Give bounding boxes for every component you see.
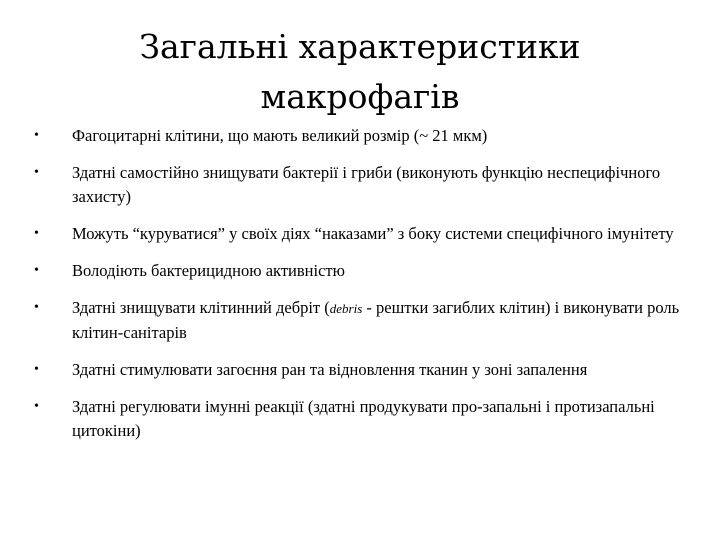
bullet-item-destroy-bacteria	[34, 161, 684, 209]
bullet-text: Здатні стимулювати загоєння ран та відновлення тканин у зоні запалення	[72, 360, 588, 379]
title-line-1: Загальні характеристики	[139, 27, 581, 66]
bullet-text: Володіють бактерицидною активністю	[72, 261, 345, 280]
bullet-dot-icon: •	[34, 165, 39, 180]
bullet-dot-icon: •	[34, 300, 39, 315]
bullet-item-debris	[34, 296, 684, 345]
bullet-item-immune-regulation	[34, 395, 684, 443]
bullet-dot-icon: •	[34, 263, 39, 278]
bullet-dot-icon: •	[34, 399, 39, 414]
bullet-text-emphasis: debris	[329, 301, 363, 316]
bullet-item-large-size	[34, 124, 684, 148]
bullet-item-controlled-by-immunity	[34, 222, 684, 246]
bullet-text: Здатні регулювати імунні реакції (здатні продукувати про-запальні і протизапальні цитокіни)	[72, 397, 655, 440]
bullet-list	[34, 124, 684, 456]
bullet-dot-icon: •	[34, 226, 39, 241]
bullet-dot-icon: •	[34, 128, 39, 143]
bullet-text-pre: Здатні знищувати клітинний дебріт (	[72, 298, 330, 317]
slide-title	[60, 22, 660, 122]
bullet-item-wound-healing	[34, 358, 684, 382]
bullet-dot-icon: •	[34, 362, 39, 377]
bullet-text: Фагоцитарні клітини, що мають великий розмір (~ 21 мкм)	[72, 126, 488, 145]
bullet-text: Здатні самостійно знищувати бактерії і гриби (виконують функцію неспецифічного захисту)	[72, 163, 661, 206]
bullet-item-bactericidal	[34, 259, 684, 283]
bullet-text: Можуть “куруватися” у своїх діях “наказами” з боку системи специфічного імунітету	[72, 224, 674, 243]
title-line-2: макрофагів	[260, 77, 460, 116]
bullet-text-post: - рештки загиблих клітин) і виконувати роль клітин-санітарів	[72, 298, 680, 342]
